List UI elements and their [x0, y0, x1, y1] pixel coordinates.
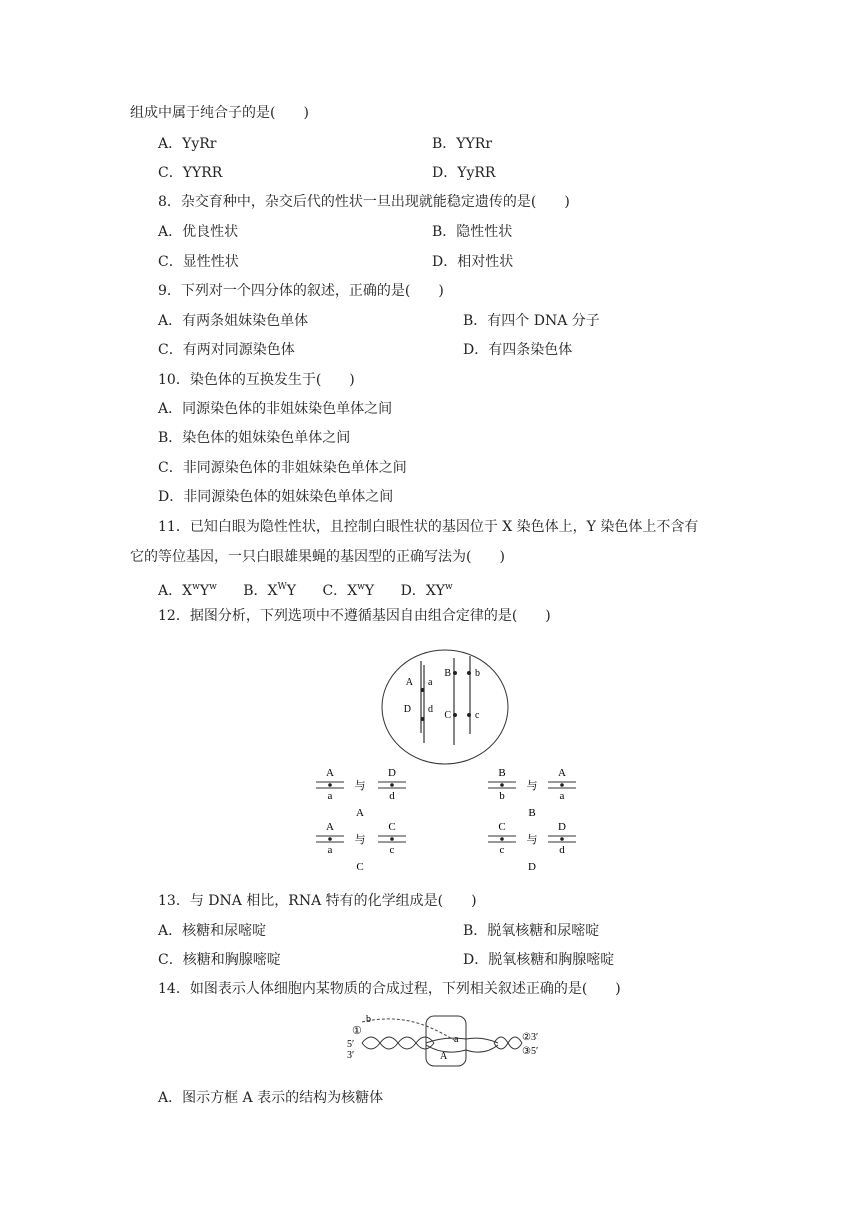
q7-option-c[interactable]: C．YYRR: [158, 165, 223, 181]
q9-option-d[interactable]: D．有四条染色体: [463, 342, 573, 358]
label-1: ①: [352, 1025, 362, 1037]
q13-option-b[interactable]: B．脱氧核糖和尿嘧啶: [463, 923, 600, 939]
q8-option-b[interactable]: B．隐性性状: [432, 224, 513, 240]
q9-option-a[interactable]: A．有两条姐妹染色单体: [158, 313, 309, 329]
opt-c-bottom-lower: c: [389, 844, 395, 856]
opt-a-bottom-upper: D: [388, 767, 396, 779]
q10-option-a[interactable]: A．同源染色体的非姐妹染色单体之间: [158, 401, 393, 417]
opt-b-top-upper: B: [498, 767, 506, 779]
cell-label-A: A: [405, 677, 413, 688]
cell-label-d: d: [428, 704, 433, 715]
q10-option-c[interactable]: C．非同源染色体的非姐妹染色单体之间: [158, 460, 407, 476]
q11-stem-line2: 它的等位基因，一只白眼雄果蝇的基因型的正确写法为( ): [130, 549, 505, 565]
opt-c-top-upper: A: [326, 821, 334, 833]
cell-label-c: c: [475, 710, 480, 721]
opt-c-bottom-upper: C: [388, 821, 396, 833]
q7-option-d[interactable]: D．YyRR: [432, 165, 496, 181]
q7-option-a[interactable]: A．YyRr: [158, 136, 217, 152]
q10-option-b[interactable]: B．染色体的姐妹染色单体之间: [158, 430, 351, 446]
opt-d-joiner: 与: [526, 834, 538, 846]
q12-option-d-figure[interactable]: [484, 820, 594, 876]
q10-stem: 10．染色体的互换发生于( ): [158, 372, 355, 388]
cell-label-C: C: [444, 710, 451, 721]
label-3prime-left: 3′: [347, 1050, 355, 1061]
q8-option-a[interactable]: A．优良性状: [158, 224, 239, 240]
opt-d-letter: D: [528, 861, 536, 873]
cell-label-D: D: [403, 704, 411, 715]
q11-option-d[interactable]: D．$XY^w$: [400, 582, 453, 599]
opt-b-letter: B: [528, 807, 536, 819]
q11-options: [158, 578, 453, 600]
opt-c-letter: C: [356, 861, 364, 873]
opt-b-bottom-lower: a: [559, 790, 565, 802]
label-2-3prime: ②3′: [522, 1032, 539, 1043]
q9-option-c[interactable]: C．有两对同源染色体: [158, 342, 295, 358]
q14-transcription-figure: [344, 1012, 554, 1072]
label-5prime-left: 5′: [347, 1039, 355, 1050]
q8-option-c[interactable]: C．显性性状: [158, 254, 239, 270]
q8-stem: 8．杂交育种中，杂交后代的性状一旦出现就能稳定遗传的是( ): [158, 194, 570, 210]
q11-option-b[interactable]: B．$X^WY$: [243, 582, 297, 599]
opt-a-top-upper: A: [326, 767, 334, 779]
q7-option-b[interactable]: B．YYRr: [432, 136, 493, 152]
q9-option-b[interactable]: B．有四个 DNA 分子: [463, 313, 600, 329]
q11-stem-line1: 11．已知白眼为隐性性状，且控制白眼性状的基因位于 X 染色体上，Y 染色体上不含有: [158, 519, 699, 535]
cell-label-b: b: [475, 668, 480, 679]
opt-a-bottom-lower: d: [389, 790, 395, 802]
label-b: b: [366, 1014, 371, 1025]
label-3-5prime: ③5′: [522, 1046, 539, 1057]
q12-option-a-figure[interactable]: [312, 766, 422, 822]
opt-c-joiner: 与: [354, 834, 366, 846]
opt-b-top-lower: b: [499, 790, 505, 802]
q14-option-a[interactable]: A．图示方框 A 表示的结构为核糖体: [158, 1090, 384, 1106]
opt-d-top-lower: c: [499, 844, 505, 856]
opt-b-joiner: 与: [526, 780, 538, 792]
q13-option-a[interactable]: A．核糖和尿嘧啶: [158, 923, 267, 939]
box-label-A: A: [440, 1051, 448, 1062]
q13-stem: 13．与 DNA 相比，RNA 特有的化学组成是( ): [158, 893, 477, 909]
opt-d-top-upper: C: [498, 821, 506, 833]
opt-a-joiner: 与: [354, 780, 366, 792]
cell-label-a: a: [428, 677, 433, 688]
q14-stem: 14．如图表示人体细胞内某物质的合成过程，下列相关叙述正确的是( ): [158, 981, 621, 997]
q9-stem: 9．下列对一个四分体的叙述，正确的是( ): [158, 283, 444, 299]
opt-b-bottom-upper: A: [558, 767, 566, 779]
q13-option-d[interactable]: D．脱氧核糖和胸腺嘧啶: [463, 952, 615, 968]
q11-option-c[interactable]: C．$X^wY$: [322, 582, 375, 599]
q13-option-c[interactable]: C．核糖和胸腺嘧啶: [158, 952, 281, 968]
cell-label-B: B: [444, 668, 451, 679]
opt-a-top-lower: a: [327, 790, 333, 802]
q8-option-d[interactable]: D．相对性状: [432, 254, 514, 270]
opt-c-top-lower: a: [327, 844, 333, 856]
opt-a-letter: A: [356, 807, 364, 819]
q12-option-b-figure[interactable]: [484, 766, 594, 822]
opt-d-bottom-upper: D: [558, 821, 566, 833]
q12-stem: 12．据图分析，下列选项中不遵循基因自由组合定律的是( ): [158, 608, 551, 624]
label-a: a: [454, 1034, 459, 1045]
opt-d-bottom-lower: d: [559, 844, 565, 856]
q11-option-a[interactable]: A．$X^wY^w$: [158, 582, 217, 599]
q7-stem: 组成中属于纯合子的是( ): [130, 105, 309, 121]
q10-option-d[interactable]: D．非同源染色体的姐妹染色单体之间: [158, 489, 394, 505]
q12-cell-figure: [380, 648, 510, 766]
q12-option-c-figure[interactable]: [312, 820, 422, 876]
